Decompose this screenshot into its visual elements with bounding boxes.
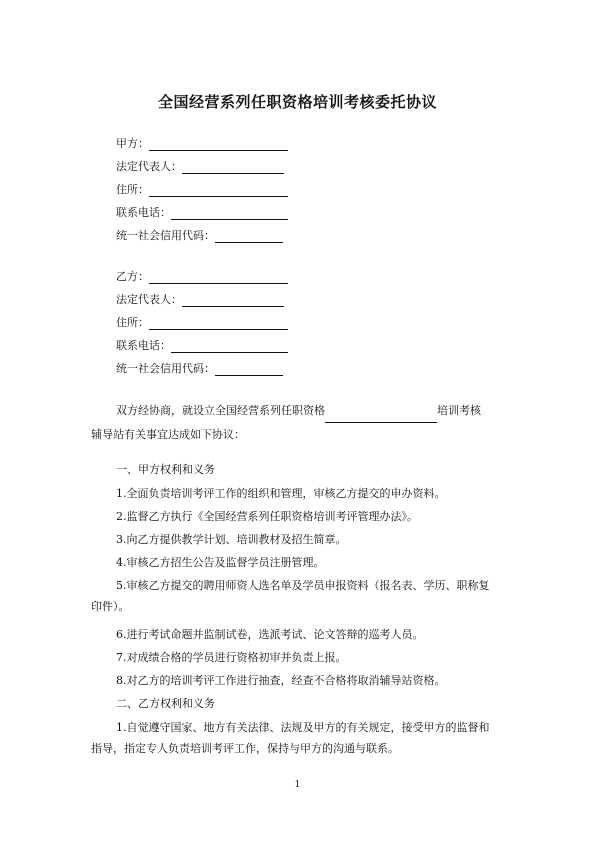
intro-paragraph [91, 399, 491, 447]
party-a-blank[interactable] [149, 138, 288, 151]
party-a-address-label: 住所： [116, 183, 149, 196]
page-number: 1 [294, 780, 301, 790]
party-b-address-line [116, 316, 288, 330]
qualification-blank[interactable] [325, 410, 437, 423]
party-a-phone-label: 联系电话： [116, 206, 171, 219]
party-b-credit-blank[interactable] [215, 363, 283, 376]
party-b-phone-line [116, 339, 288, 353]
party-b-phone-blank[interactable] [171, 340, 288, 353]
party-a-label: 甲方： [116, 137, 149, 150]
party-a-address-line [116, 183, 288, 197]
party-b-line [116, 270, 288, 284]
section-1-item: 3.向乙方提供教学计划、培训教材及招生简章。 [116, 533, 347, 546]
party-b-credit-line [116, 362, 283, 376]
party-a-address-blank[interactable] [149, 184, 288, 197]
section-1-item: 7.对成绩合格的学员进行资格初审并负责上报。 [116, 651, 347, 664]
party-a-phone-line [116, 206, 288, 220]
section-2-item: 1.自觉遵守国家、地方有关法律、法规及甲方的有关规定，接受甲方的监督和指导，指定专人负责培训考评工作，保持与甲方的沟通与联系。 [91, 721, 490, 755]
party-a-line [116, 137, 288, 151]
party-b-phone-label: 联系电话： [116, 339, 171, 352]
party-a-credit-line [116, 229, 283, 243]
party-b-rep-label: 法定代表人： [116, 293, 182, 306]
page-title: 全国经营系列任职资格培训考核委托协议 [157, 93, 437, 111]
party-b-credit-label: 统一社会信用代码： [116, 362, 215, 375]
section-1-item: 6.进行考试命题并监制试卷，选派考试、论文答辩的巡考人员。 [116, 628, 424, 641]
party-a-rep-label: 法定代表人： [116, 160, 182, 173]
party-b-label: 乙方： [116, 270, 149, 283]
party-b-address-blank[interactable] [149, 317, 288, 330]
party-a-rep-blank[interactable] [182, 161, 284, 174]
section-2-heading: 二、乙方权利和义务 [116, 697, 215, 710]
party-a-phone-blank[interactable] [171, 207, 288, 220]
section-1-item: 5.审核乙方提交的聘用师资人选名单及学员申报资料（报名表、学历、职称复印件）。 [91, 579, 490, 613]
section-1-item: 1.全面负责培训考评工作的组织和管理，审核乙方提交的申办资料。 [116, 487, 446, 500]
section-1-item: 2.监督乙方执行《全国经营系列任职资格培训考评管理办法》。 [116, 510, 418, 523]
party-a-rep-line [116, 160, 284, 174]
party-b-address-label: 住所： [116, 316, 149, 329]
party-b-rep-blank[interactable] [182, 294, 284, 307]
section-1-item: 8.对乙方的培训考评工作进行抽查，经查不合格将取消辅导站资格。 [116, 674, 446, 687]
section-1-item: 4.审核乙方招生公告及监督学员注册管理。 [116, 556, 325, 569]
intro-text-after: 培训考核辅导站有关事宜达成如下协议： [91, 404, 481, 441]
party-a-credit-blank[interactable] [215, 230, 283, 243]
party-b-blank[interactable] [149, 271, 288, 284]
party-b-rep-line [116, 293, 284, 307]
party-a-credit-label: 统一社会信用代码： [116, 229, 215, 242]
section-1-heading: 一、甲方权利和义务 [116, 463, 215, 476]
intro-text-before: 双方经协商，就设立全国经营系列任职资格 [116, 404, 325, 417]
